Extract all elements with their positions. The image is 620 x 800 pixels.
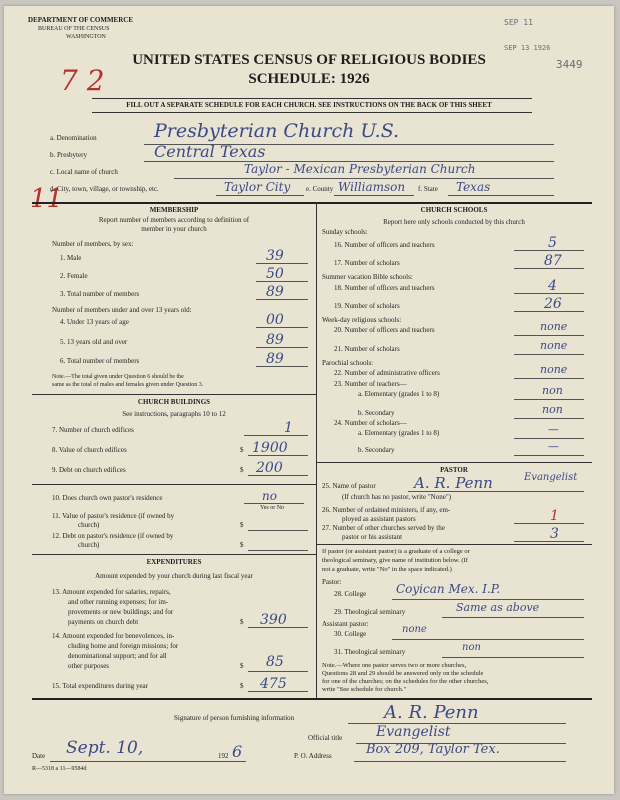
q20-label: 20. Number of officers and teachers (334, 326, 435, 334)
q17-label: 17. Number of scholars (334, 259, 400, 267)
q31-value: non (462, 642, 481, 653)
q24a-value: — (548, 423, 559, 436)
q3-value: 89 (266, 284, 284, 300)
county-value: Williamson (338, 180, 406, 194)
q23-label: 23. Number of teachers— (334, 380, 407, 388)
q5-label: 5. 13 years old and over (60, 338, 128, 346)
q24b-value: — (548, 440, 559, 453)
pastor-note-4: write "See schedule for church." (322, 686, 407, 693)
q23b-label: b. Secondary (358, 409, 395, 417)
census-form-sheet (4, 6, 614, 794)
by-sex-label: Number of members, by sex: (52, 240, 134, 248)
college-note-2: theological seminary, give name of institution below. (If (322, 557, 468, 564)
official-title-label: Official title (308, 734, 343, 742)
official-title-value: Evangelist (376, 724, 451, 740)
q6-label: 6. Total number of members (60, 357, 140, 365)
signature-label: Signature of person furnishing information (174, 714, 295, 722)
q15-value: 475 (260, 676, 287, 692)
city-label-d: d. City, town, village, or township, etc. (50, 185, 159, 193)
presbytery-value: Central Texas (154, 142, 266, 161)
q2-value: 50 (266, 266, 284, 282)
summer-label: Summer vacation Bible schools: (322, 273, 413, 281)
schools-heading: CHURCH SCHOOLS (420, 206, 488, 214)
membership-sub2: member in your church (141, 225, 207, 233)
q16-label: 16. Number of officers and teachers (334, 241, 435, 249)
q8-label: 8. Value of church edifices (52, 446, 127, 454)
schools-sub: Report here only schools conducted by this church (383, 218, 525, 226)
pastor-heading: PASTOR (440, 466, 468, 474)
q15-dollar: $ (240, 682, 244, 690)
q30-value: none (402, 624, 427, 635)
q28-label: 28. College (334, 590, 367, 598)
q26-label-b: ployed as assistant pastors (342, 515, 416, 523)
q24b-label: b. Secondary (358, 446, 395, 454)
q10-value: no (262, 489, 277, 503)
q24-label: 24. Number of scholars— (334, 419, 407, 427)
q7-label: 7. Number of church edifices (52, 426, 134, 434)
date-value: Sept. 10, (66, 738, 144, 758)
fill-instruction: FILL OUT A SEPARATE SCHEDULE FOR EACH CHURCH. SEE INSTRUCTIONS ON THE BACK OF THIS SHEET (126, 101, 492, 109)
q18-value: 4 (548, 278, 557, 294)
q25-title-value: Evangelist (524, 472, 578, 483)
q13-dollar: $ (240, 618, 244, 626)
year-written: 6 (232, 742, 243, 761)
q27-value: 3 (550, 526, 559, 542)
q3-label: 3. Total number of members (60, 290, 140, 298)
received-stamp-1: SEP 11 (504, 18, 533, 27)
pastor-note-1: Note.—Where one pastor serves two or more churches, (322, 662, 467, 669)
q29-value: Same as above (456, 601, 540, 614)
q14-label-d: other purposes (68, 662, 110, 670)
q29-label: 29. Theological seminary (334, 608, 406, 616)
q11-label-b: church) (78, 521, 100, 529)
q2-label: 2. Female (60, 272, 88, 280)
q9-label: 9. Debt on church edifices (52, 466, 126, 474)
q25-value: A. R. Penn (414, 474, 493, 492)
schedule-title: SCHEDULE: 1926 (248, 71, 370, 87)
form-title: UNITED STATES CENSUS OF RELIGIOUS BODIES (132, 52, 486, 68)
q31-label: 31. Theological seminary (334, 648, 406, 656)
membership-note-1: Note.—The total given under Question 6 should be the (52, 374, 184, 380)
q14-label-a: 14. Amount expended for benevolences, in- (52, 632, 175, 640)
q14-label-b: cluding home and foreign missions; for (68, 642, 179, 650)
q5-value: 89 (266, 332, 284, 348)
q14-label-c: denominational support; and for all (68, 652, 167, 660)
q17-value: 87 (544, 253, 562, 269)
age-head-label: Number of members under and over 13 years old: (52, 306, 192, 314)
date-label: Date (32, 752, 46, 760)
city-label: WASHINGTON (66, 34, 106, 40)
parochial-label: Parochial schools: (322, 359, 374, 367)
college-note-1: If pastor (or assistant pastor) is a graduate of a college or (322, 548, 470, 555)
po-address-label: P. O. Address (294, 752, 332, 760)
q14-value: 85 (266, 654, 284, 670)
q1-value: 39 (266, 248, 284, 264)
q8-value: 1900 (252, 440, 288, 456)
q19-value: 26 (544, 296, 562, 312)
q13-label-a: 13. Amount expended for salaries, repairs, (52, 588, 171, 596)
q27-label-b: pastor or his assistant (342, 533, 403, 541)
q13-label-c: provements or new buildings; and for (68, 608, 174, 616)
q13-value: 390 (260, 612, 287, 628)
red-mark: 7 2 (60, 64, 105, 97)
po-address-value: Box 209, Taylor Tex. (366, 742, 500, 757)
membership-sub1: Report number of members according to definition of (98, 216, 250, 224)
state-label: f. State (418, 185, 438, 193)
church-name-value: Taylor - Mexican Presbyterian Church (244, 162, 476, 176)
q23b-value: non (542, 403, 563, 416)
q21-value: none (540, 339, 568, 352)
q20-value: none (540, 320, 568, 333)
buildings-sub: See instructions, paragraphs 10 to 12 (122, 410, 226, 418)
state-value: Texas (456, 180, 491, 194)
q19-label: 19. Number of scholars (334, 302, 400, 310)
q12-label-b: church) (78, 541, 100, 549)
form-number: R—5318 a 11—9584d (32, 766, 87, 772)
q13-label-d: payments on church debt (68, 618, 139, 626)
county-label: e. County (306, 185, 334, 193)
serial-stamp: 3449 (556, 58, 583, 71)
expenditures-sub: Amount expended by your church during last fiscal year (95, 572, 253, 580)
q16-value: 5 (548, 235, 557, 251)
q26-label-a: 26. Number of ordained ministers, if any, em- (322, 506, 451, 514)
q13-label-b: and other running expenses; for im- (68, 598, 169, 606)
q27-label-a: 27. Number of other churches served by the (322, 524, 445, 532)
q18-label: 18. Number of officers and teachers (334, 284, 435, 292)
pastor-subhead: Pastor: (322, 578, 342, 586)
presbytery-label: b. Presbytery (50, 151, 87, 159)
membership-note-2: same as the total of males and females given under Question 3. (52, 382, 204, 388)
denomination-value: Presbyterian Church U.S. (154, 120, 400, 142)
expenditures-heading: EXPENDITURES (146, 558, 202, 566)
q24a-label: a. Elementary (grades 1 to 8) (358, 429, 440, 437)
yes-no-hint: Yes or No (260, 505, 285, 511)
q11-label-a: 11. Value of pastor's residence (if owned by (52, 512, 175, 520)
q9-value: 200 (256, 460, 283, 476)
buildings-heading: CHURCH BUILDINGS (137, 398, 211, 406)
side-mark: 11 (30, 184, 64, 214)
pastor-note-2: Questions 28 and 29 should be answered only on the schedule (322, 670, 484, 677)
pastor-note-3: for one of the churches; on the schedules for the other churches, (322, 678, 489, 685)
q23a-value: non (542, 384, 563, 397)
q8-dollar: $ (240, 446, 244, 454)
q1-label: 1. Male (60, 254, 82, 262)
bureau-label: BUREAU OF THE CENSUS (38, 26, 110, 32)
q14-dollar: $ (240, 662, 244, 670)
city-value: Taylor City (224, 180, 291, 194)
q22-label: 22. Number of administrative officers (334, 369, 440, 377)
q26-value: 1 (550, 508, 559, 524)
q23a-label: a. Elementary (grades 1 to 8) (358, 390, 440, 398)
signature-value: A. R. Penn (384, 702, 479, 723)
q15-label: 15. Total expenditures during year (52, 682, 148, 690)
q6-value: 89 (266, 351, 284, 367)
q10-label: 10. Does church own pastor's residence (52, 494, 163, 502)
q4-label: 4. Under 13 years of age (60, 318, 129, 326)
q4-value: 00 (266, 312, 284, 328)
q12-label-a: 12. Debt on pastor's residence (if owned by (52, 532, 174, 540)
sunday-label: Sunday schools: (322, 228, 368, 236)
membership-heading: MEMBERSHIP (149, 206, 199, 214)
year-printed: 192 (218, 752, 229, 760)
weekday-label: Week-day religious schools: (322, 316, 402, 324)
dept-label: DEPARTMENT OF COMMERCE (28, 16, 134, 24)
q25-note: (If church has no pastor, write "None") (342, 493, 452, 501)
q11-dollar: $ (240, 521, 244, 529)
college-note-3: not a graduate, write "No" in the space indicated.) (322, 566, 452, 573)
q25-label: 25. Name of pastor (322, 482, 376, 490)
q21-label: 21. Number of scholars (334, 345, 400, 353)
q30-label: 30. College (334, 630, 367, 638)
assistant-subhead: Assistant pastor: (322, 620, 369, 628)
received-stamp-2: SEP 13 1926 (504, 44, 551, 52)
q28-value: Coyican Mex. I.P. (396, 582, 501, 596)
q7-value: 1 (284, 420, 293, 436)
church-name-label: c. Local name of church (50, 168, 118, 176)
q22-value: none (540, 363, 568, 376)
q9-dollar: $ (240, 466, 244, 474)
q12-dollar: $ (240, 541, 244, 549)
denomination-label: a. Denomination (50, 134, 97, 142)
